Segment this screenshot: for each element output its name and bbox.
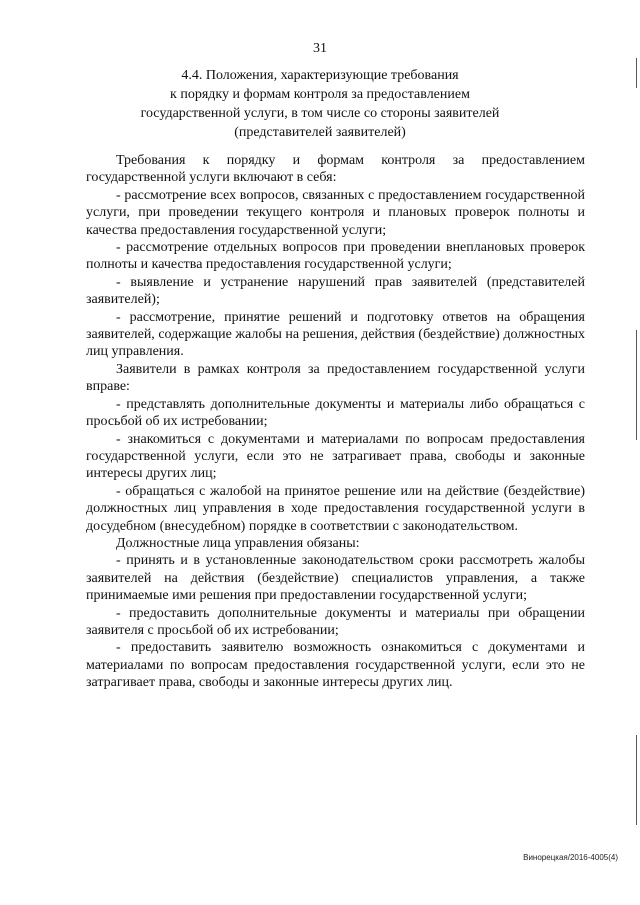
list-item: - рассмотрение отдельных вопросов при проведении внеплановых проверок полноты и качества предоставления государственной услуги; bbox=[86, 240, 585, 273]
section-heading bbox=[80, 66, 560, 142]
heading-line: к порядку и формам контроля за предоставлением bbox=[170, 87, 470, 102]
body-text bbox=[86, 152, 585, 692]
document-footer-code: Винорецкая/2016-4005(4) bbox=[523, 853, 618, 862]
heading-line: государственной услуги, в том числе со стороны заявителей bbox=[140, 106, 500, 121]
scan-edge-line-lower bbox=[636, 735, 637, 825]
list-item: - выявление и устранение нарушений прав заявителей (представителей заявителей); bbox=[86, 274, 585, 308]
list-item: - рассмотрение всех вопросов, связанных с предоставлением государственной услуги, при проведении текущего контроля и плановых проверок полноты и качества предоставления государственной услуги; bbox=[86, 187, 585, 238]
scan-edge-line-middle bbox=[636, 330, 637, 440]
list-item: - предоставить дополнительные документы и материалы при обращении заявителя с просьбой об их истребовании; bbox=[86, 605, 585, 638]
list-item: - рассмотрение, принятие решений и подготовку ответов на обращения заявителей, содержащие жалобы на решения, действия (бездействие) должностных лиц управления. bbox=[86, 309, 585, 360]
paragraph-applicants-rights: Заявители в рамках контроля за предоставлением государственной услуги вправе: bbox=[86, 361, 585, 395]
paragraph-officials-duties: Должностные лица управления обязаны: bbox=[116, 535, 360, 551]
list-item: - знакомиться с документами и материалами по вопросам предоставления государственной услуги, если это не затрагивает права, свободы и законные интересы других лиц; bbox=[86, 431, 585, 482]
heading-line: (представителей заявителей) bbox=[234, 125, 406, 140]
list-item: - принять и в установленные законодательством сроки рассмотреть жалобы заявителей на действия (бездействие) специалистов управления, а также принимаемые ими решения при предоставлении государственной услуги; bbox=[86, 553, 585, 604]
list-item: - представлять дополнительные документы и материалы либо обращаться с просьбой об их истребовании; bbox=[86, 396, 585, 430]
heading-line: 4.4. Положения, характеризующие требования bbox=[181, 68, 459, 83]
list-item: - обращаться с жалобой на принятое решение или на действие (бездействие) должностных лиц управления в ходе предоставления государственной услуги в досудебном (внесудебном) порядке в соответствии с законодательством. bbox=[86, 483, 585, 534]
list-item: - предоставить заявителю возможность ознакомиться с документами и материалами по вопросам предоставления государственной услуги, если это не затрагивает права, свободы и законные интересы других лиц. bbox=[86, 640, 585, 691]
scan-edge-line-top bbox=[636, 58, 637, 88]
paragraph-intro: Требования к порядку и формам контроля за предоставлением государственной услуги включают в себя: bbox=[86, 153, 585, 186]
page-number: 31 bbox=[313, 41, 327, 56]
